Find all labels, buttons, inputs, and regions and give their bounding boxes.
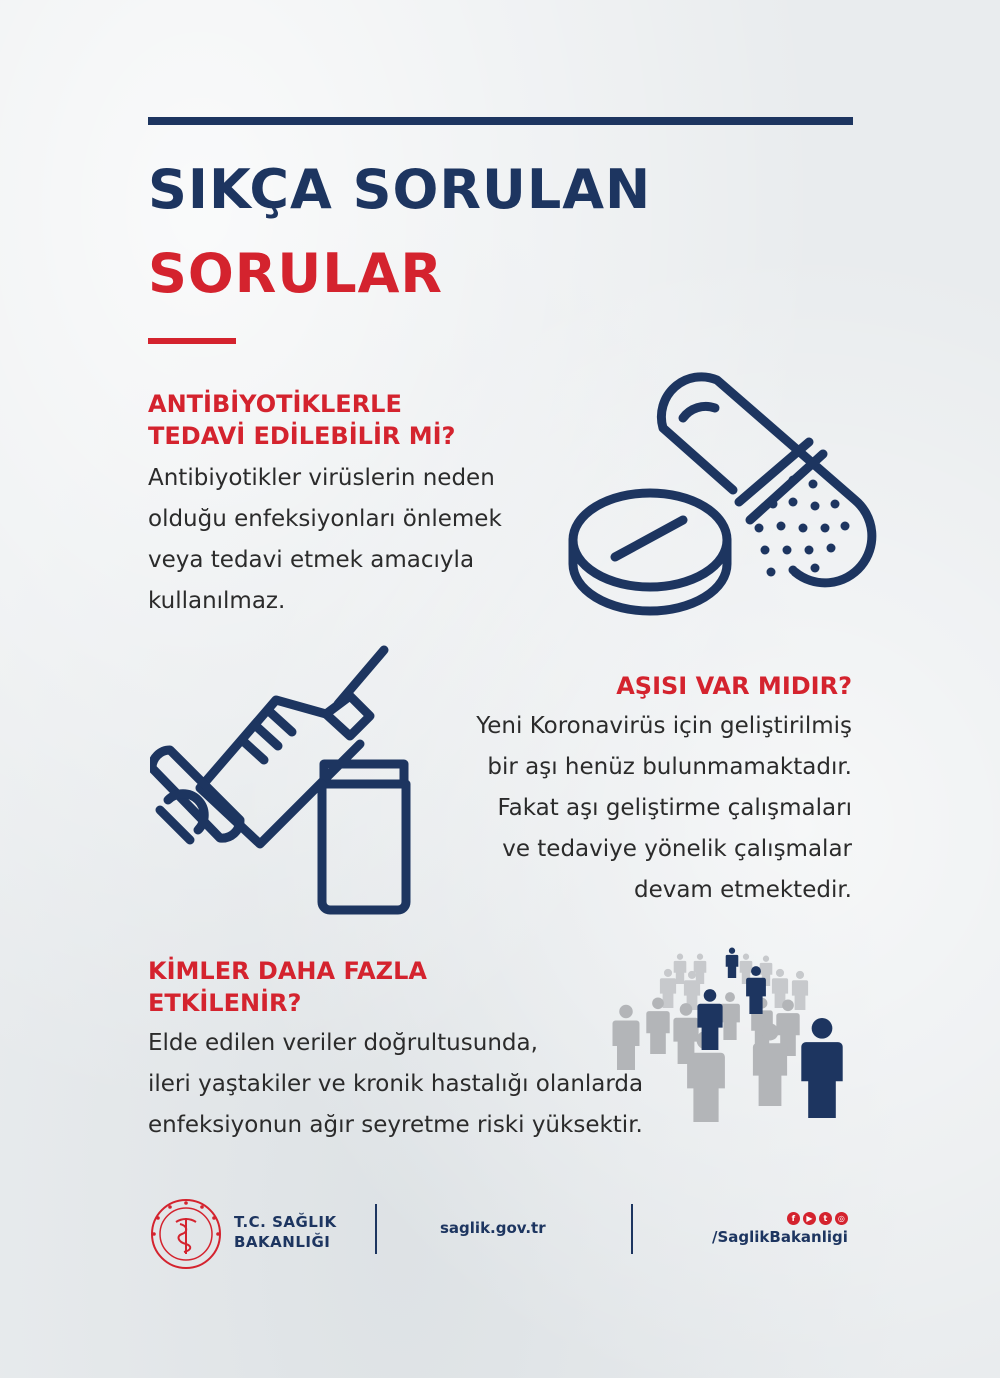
title-accent-divider <box>148 338 236 344</box>
website-link[interactable]: saglik.gov.tr <box>440 1219 546 1237</box>
page-title <box>148 158 651 306</box>
pill-tablet-capsule-icon <box>565 372 885 632</box>
faq-vaccine <box>400 670 852 911</box>
footer-divider <box>631 1204 633 1254</box>
faq-answer: Antibiyotikler virüslerin neden olduğu enfeksiyonları önlemek veya tedavi etmek amacıyla kullanılmaz. <box>148 465 502 614</box>
faq-antibiotics <box>148 388 568 622</box>
social-handle[interactable]: /SaglikBakanligi <box>712 1228 848 1246</box>
title-line-1: SIKÇA SORULAN <box>148 158 652 221</box>
ministry-logo <box>148 1196 224 1272</box>
footer-divider <box>375 1204 377 1254</box>
instagram-icon[interactable]: ◎ <box>835 1212 848 1225</box>
social-block <box>712 1212 848 1246</box>
twitter-icon[interactable]: t <box>819 1212 832 1225</box>
title-line-2: SORULAR <box>148 242 444 305</box>
top-divider <box>148 117 853 125</box>
faq-question: ANTİBİYOTİKLERLE TEDAVİ EDİLEBİLİR Mİ? <box>148 390 456 450</box>
faq-question: KİMLER DAHA FAZLA ETKİLENİR? <box>148 957 427 1017</box>
ministry-name: T.C. SAĞLIK BAKANLIĞI <box>234 1213 337 1251</box>
faq-answer: Elde edilen veriler doğrultusunda, ileri yaştakiler ve kronik hastalığı olanlarda enfeksiyonun ağır seyretme riski yüksektir. <box>148 1030 644 1138</box>
syringe-vial-icon <box>150 640 440 920</box>
crowd-people-icon <box>610 930 850 1130</box>
youtube-icon[interactable]: ▶ <box>803 1212 816 1225</box>
faq-answer: Yeni Koronavirüs için geliştirilmiş bir aşı henüz bulunmamaktadır. Fakat aşı geliştirme çalışmaları ve tedaviye yönelik çalışmalar devam etmektedir. <box>476 713 852 903</box>
facebook-icon[interactable]: f <box>787 1212 800 1225</box>
faq-question: AŞISI VAR MIDIR? <box>616 672 852 700</box>
